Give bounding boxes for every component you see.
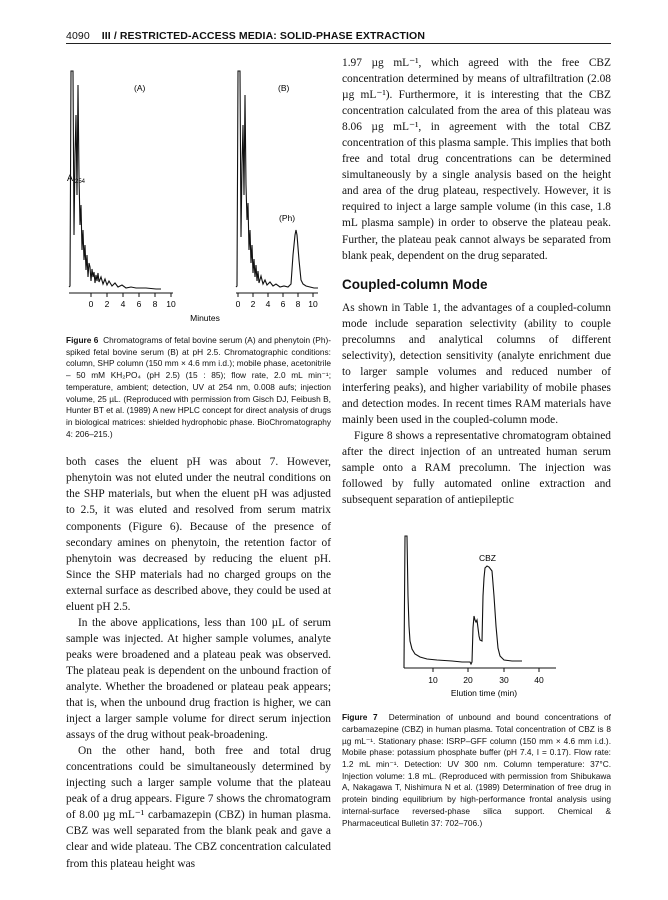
fig6-tick-a: 6 (136, 299, 142, 309)
figure-7-caption (342, 712, 611, 829)
fig7-peak-label-cbz: CBZ (479, 553, 496, 564)
right-paragraph-2: As shown in Table 1, the advantages of a coupled-column mode include separation selectivity (ability to couple precolumns and analytical columns of different selectivity), detection sensitivity (analyte enrichment due to larger sample volumes and reduced number of interfering peaks), and higher variability of mobile phases and detection modes. In recent times RAM materials have mainly been used in the coupled-column mode. (342, 301, 611, 426)
fig7-tick: 30 (499, 675, 509, 686)
running-header (66, 30, 425, 42)
fig6-tick-a: 8 (152, 299, 158, 309)
fig7-x-axis-label: Elution time (min) (450, 688, 518, 699)
fig6-tick-a: 4 (120, 299, 126, 309)
fig6-tick-b: 2 (250, 299, 256, 309)
figure-6-caption-text: Chromatograms of fetal bovine serum (A) and phenytoin (Ph)-spiked fetal bovine serum (B) at pH 2.5. Chromatographic conditions: column, SHP column (150 mm × 4.6 mm i.d.); mobile phase, acetonitrile – 50 mM KH₂PO₄ (pH 2.5) (15 : 85); flow rate, 2.0 mL min⁻¹; temperature, ambient; detection, UV at 254 nm, 0.008 aufs; injection volume, 25 µL. (Reproduced with permission from Gisch DJ, Feibush B, Hunter BT et al. (1989) A new HPLC concept for direct analysis of drugs in biological matrices: shielded hydrophobic phase. BioChromatography 4: 206–215.) (66, 335, 331, 439)
figure-6-caption (66, 335, 331, 440)
fig6-y-axis-subscript: 254 (75, 179, 86, 185)
fig6-tick-b: 0 (235, 299, 241, 309)
fig6-tick-a: 10 (166, 299, 176, 309)
right-paragraph-1: 1.97 µg mL⁻¹, which agreed with the free CBZ concentration determined by means of ultrafiltration (2.08 µg mL⁻¹). Furthermore, it is interesting that the CBZ concentration calculated from the area of this plateau was 8.06 µg mL⁻¹, in agreement with the total CBZ concentration of this plasma sample. This implies that both free and total drug concentrations can be determined simultaneously by a single analysis based on the height and area of the drug plateau, respectively. However, it is required to inject a large sample volume (in this case, 1.8 mL plasma sample) in order to observe the plateau peak. Further, the plateau peak cannot always be separated from blank peak, dependent on the drug separated. (342, 57, 612, 262)
figure-7-caption-text: Determination of unbound and bound concentrations of carbamazepine (CBZ) in human plasma. Total concentration of CBZ is 8 µg mL⁻¹. Stationary phase: ISRP–GFF column (150 mm × 4.6 mm i.d.). Mobile phase: potassium phosphate buffer (pH 7.4, I = 0.17). Flow rate: 1.2 mL min⁻¹. Detection: UV 300 nm. Column temperature: 37°C. Injection volume: 1.8 mL. (Reproduced with permission from Shibukawa A, Nakagawa T, Nishimura N et al. (1989) Determination of free drug in protein binding equilibrium by high-performance frontal analysis using internal-surface reversed-phase silica support. Chemical & Pharmaceutical Bulletin 37: 702–706.) (342, 712, 611, 828)
header-rule (66, 43, 611, 44)
fig7-trace (404, 536, 522, 668)
fig6-trace-b (236, 71, 318, 288)
fig6-tick-b: 4 (265, 299, 271, 309)
fig6-tick-b: 10 (308, 299, 318, 309)
fig6-tick-b: 8 (295, 299, 301, 309)
figure-6-caption-label: Figure 6 (66, 335, 99, 345)
right-column (342, 55, 611, 829)
running-title: III / RESTRICTED-ACCESS MEDIA: SOLID-PHASE EXTRACTION (101, 30, 425, 42)
fig7-tick: 40 (534, 675, 544, 686)
left-paragraph-2: In the above applications, less than 100 µL of serum sample was injected. At higher sample volumes, analyte peaks were broadened and a plateau peak was observed. The plateau peak is dependent on the unbound fraction of analyte. Whether the broadened or plateau peak appears; that is, when the unbound drug fraction is higher, we can inject a larger sample volume for direct serum injection assays of the drug without peak-broadening. (66, 616, 331, 742)
left-paragraph-1: both cases the eluent pH was about 7. However, phenytoin was not eluted under the neutral conditions on the SHP materials, but when the eluent pH was adjusted to 2.5, it was eluted and resolved from serum matrix components (Figure 6). Because of the presence of secondary amines on phenytoin, the retention factor of phenytoin was decreased by reducing the eluent pH. Since the SHP materials had no charged groups on the external surface as described above, they could be used at eluent pH 2.5. (66, 456, 331, 613)
fig6-tick-a: 0 (88, 299, 94, 309)
figure-7-caption-label: Figure 7 (342, 712, 378, 723)
figure-6-chromatograms (66, 55, 331, 325)
figure-7-chromatogram (342, 516, 611, 706)
fig6-panel-b-label: (B) (278, 83, 290, 93)
fig6-panel-a-label: (A) (134, 83, 146, 93)
fig6-x-axis-label: Minutes (190, 313, 220, 323)
fig6-y-axis-label: A (67, 173, 74, 183)
fig7-tick: 10 (428, 675, 438, 686)
right-paragraph-3: Figure 8 shows a representative chromatogram obtained after the direct injection of an untreated human serum sample onto a RAM precolumn. The injection was followed by fully automated online extraction and subsequent separation of antiepileptic (342, 429, 611, 507)
fig6-tick-b: 6 (280, 299, 286, 309)
left-paragraph-3: On the other hand, both free and total drug concentrations could be simultaneously determined by injecting such a larger sample volume that the plateau peak of a drug appears. Figure 7 shows the chromatogram of 8.00 µg mL⁻¹ carbamazepin (CBZ) in human plasma. CBZ was well separated from the blank peak and gave a clear and wide plateau. The CBZ concentration calculated from this plateau height was (66, 745, 331, 870)
fig6-tick-a: 2 (104, 299, 110, 309)
fig6-peak-label-ph: (Ph) (279, 213, 296, 223)
section-heading-coupled-column: Coupled-column Mode (342, 276, 488, 292)
fig7-tick: 20 (463, 675, 473, 686)
page-number: 4090 (66, 30, 90, 42)
left-column (66, 55, 331, 872)
